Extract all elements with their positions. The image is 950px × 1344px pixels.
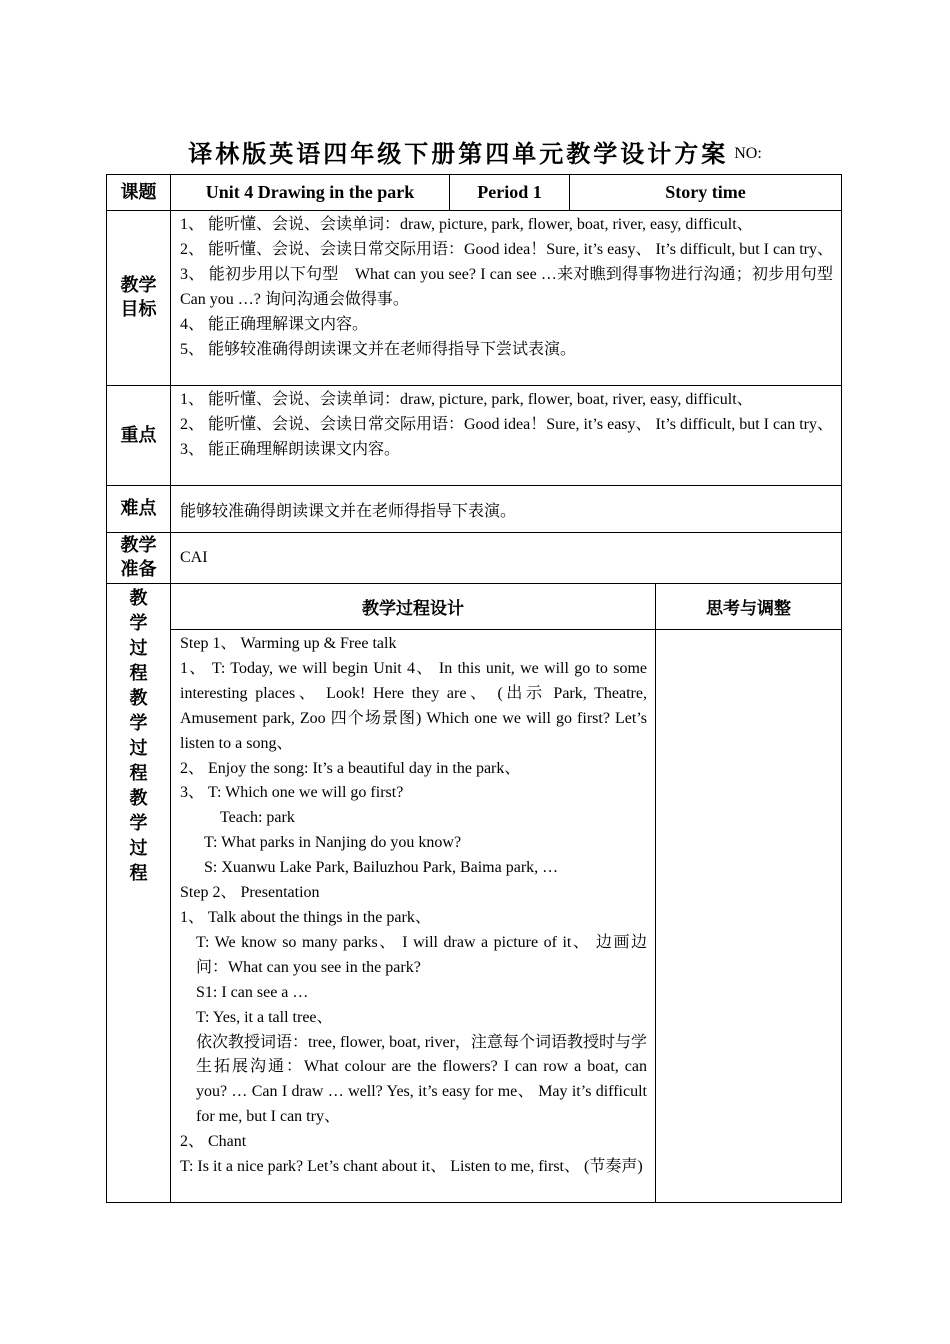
preparation-content: CAI: [180, 549, 208, 566]
objective-item: 4、 能正确理解课文内容。: [180, 315, 369, 333]
step-item: 1、 T: Today, we will begin Unit 4、 In this unit, we will go to some interesting places、 Look! Here they are、 (出示 Park, Theatre, Amusement park, Zoo 四个场景图) Which one we will go first? Let’s listen to a song、: [180, 659, 647, 752]
key-point-item: 1、 能听懂、会说、会读单词：draw, picture, park, flower, boat, river, easy, difficult、: [180, 391, 753, 408]
process-label-char: 程: [129, 763, 148, 784]
step-detail: T: Is it a nice park? Let’s chant about it、 Listen to me, first、 (节奏声): [180, 1158, 643, 1176]
process-label-char: 学: [129, 813, 148, 834]
preparation-label-line: 准备: [120, 559, 157, 580]
step-detail: S1: I can see a …: [196, 983, 309, 1001]
process-label-char: 教: [129, 688, 148, 709]
process-label-char: 程: [129, 663, 148, 684]
key-point-item: 2、 能听懂、会说、会读日常交际用语：Good idea！Sure, it’s easy、 It’s difficult, but I can try、: [180, 415, 833, 433]
step-item: 2、 Enjoy the song: It’s a beautiful day in the park、: [180, 759, 521, 777]
step-item: 1、 Talk about the things in the park、: [180, 908, 431, 926]
objective-item: 2、 能听懂、会说、会读日常交际用语：Good idea！Sure, it’s easy、 It’s difficult, but I can try、: [180, 240, 833, 258]
reflection-header: 思考与调整: [706, 599, 791, 619]
process-label-char: 过: [129, 638, 148, 659]
objective-item: 3、 能初步用以下句型 What can you see? I can see …来对瞧到得事物进行沟通；初步用句型 Can you …? 询问沟通会做得事。: [180, 265, 833, 308]
process-label-char: 学: [129, 713, 148, 734]
objectives-label-line: 教学: [120, 275, 157, 296]
process-label: [107, 584, 170, 1202]
document-title-row: [0, 134, 950, 166]
step-item: 2、 Chant: [180, 1133, 247, 1151]
process-design-content: [171, 630, 655, 1202]
step-detail: 依次教授词语：tree, flower, boat, river，注意每个词语教授时与学生拓展沟通：What colour are the flowers? I can row a boat, can you? … Can I draw … well? Yes, it’s easy for me、 May it’s difficult for me, but I can try、: [196, 1033, 647, 1126]
table-border-bottom: [106, 1202, 842, 1203]
preparation-label-line: 教学: [120, 535, 157, 556]
document-number-label: NO:: [734, 144, 762, 162]
story-time-label: Story time: [665, 182, 746, 202]
process-label-char: 程: [129, 863, 148, 884]
step-heading: Step 1、 Warming up & Free talk: [180, 635, 397, 652]
reflection-content: [656, 630, 841, 1202]
topic-label: 课题: [120, 181, 157, 203]
document-title: 译林版英语四年级下册第四单元教学设计方案: [188, 139, 729, 168]
table-border-right: [841, 174, 842, 1203]
step-heading: Step 2、 Presentation: [180, 884, 320, 902]
objective-item: 5、 能够较准确得朗读课文并在老师得指导下尝试表演。: [180, 340, 577, 358]
process-label-char: 教: [129, 788, 148, 809]
key-point-item: 3、 能正确理解朗读课文内容。: [180, 440, 401, 458]
objectives-label-line: 目标: [120, 299, 157, 320]
objectives-label: [107, 211, 170, 385]
difficulties-label: 难点: [120, 498, 157, 519]
objectives-content: [171, 211, 841, 385]
process-label-char: 过: [129, 738, 148, 759]
objective-item: 1、 能听懂、会说、会读单词：draw, picture, park, flower, boat, river, easy, difficult、: [180, 216, 753, 233]
step-detail: S: Xuanwu Lake Park, Bailuzhou Park, Baima park, …: [204, 859, 559, 877]
key-points-label: 重点: [120, 424, 157, 446]
step-detail: T: Yes, it a tall tree、: [196, 1008, 333, 1026]
preparation-label: [107, 533, 170, 583]
process-label-char: 过: [129, 838, 148, 859]
process-label-char: 学: [129, 613, 148, 634]
step-detail: Teach: park: [220, 809, 295, 827]
period-label: Period 1: [477, 182, 542, 202]
unit-title: Unit 4 Drawing in the park: [205, 182, 415, 202]
process-design-header: 教学过程设计: [362, 599, 464, 619]
step-detail: T: What parks in Nanjing do you know?: [204, 834, 462, 852]
key-points-content: [171, 386, 841, 485]
process-label-char: 教: [129, 588, 148, 609]
step-detail: T: We know so many parks、 I will draw a picture of it、 边画边问：What can you see in the park?: [196, 933, 647, 976]
difficulties-content: 能够较准确得朗读课文并在老师得指导下表演。: [180, 502, 517, 520]
step-item: 3、 T: Which one we will go first?: [180, 784, 404, 802]
